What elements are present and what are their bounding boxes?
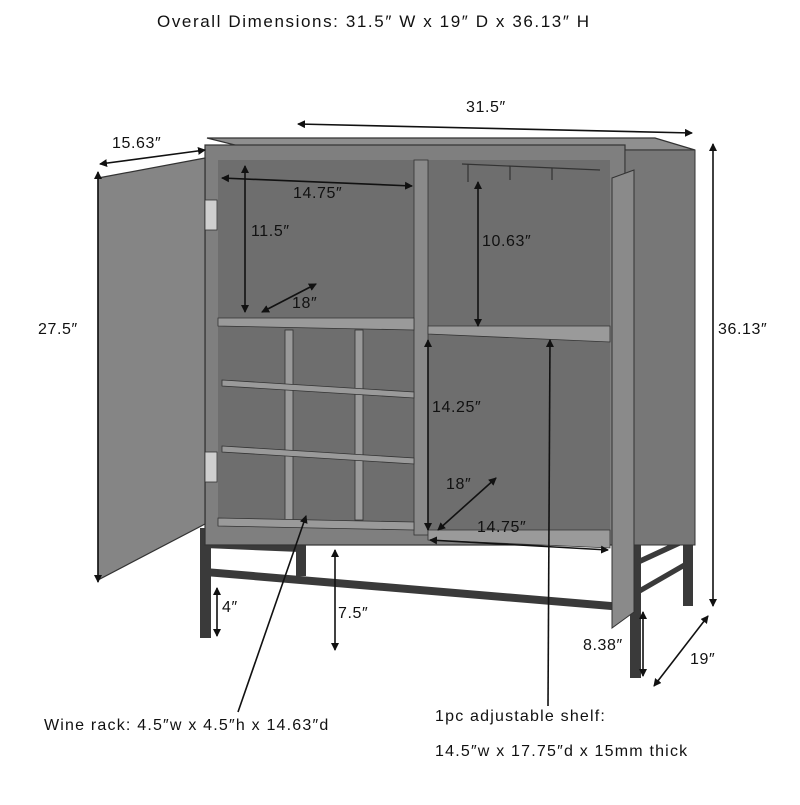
hinge-bottom bbox=[205, 452, 217, 482]
shelf-note-line1: 1pc adjustable shelf: bbox=[435, 708, 607, 725]
label-leg-right: 8.38″ bbox=[583, 637, 623, 654]
page-title: Overall Dimensions: 31.5″ W x 19″ D x 36.13″ H bbox=[157, 12, 591, 31]
label-left-upper-width: 14.75″ bbox=[293, 185, 343, 202]
label-door-width: 15.63″ bbox=[112, 135, 162, 152]
label-top-width: 31.5″ bbox=[466, 99, 506, 116]
label-left-upper-depth: 18″ bbox=[292, 295, 318, 312]
wine-rack-note: Wine rack: 4.5″w x 4.5″h x 14.63″d bbox=[44, 717, 330, 734]
left-door bbox=[98, 158, 217, 580]
label-total-height: 36.13″ bbox=[718, 321, 768, 338]
label-left-upper-height: 11.5″ bbox=[251, 223, 290, 240]
left-compartment-back bbox=[218, 160, 414, 522]
cabinet-side bbox=[625, 150, 695, 545]
hinge-top bbox=[205, 200, 217, 230]
shelf-note-line2: 14.5″w x 17.75″d x 15mm thick bbox=[435, 743, 689, 760]
label-right-lower-depth: 18″ bbox=[446, 476, 472, 493]
label-right-upper-height: 10.63″ bbox=[482, 233, 532, 250]
label-right-lower-width: 14.75″ bbox=[477, 519, 527, 536]
center-divider bbox=[414, 160, 428, 535]
stretcher-right bbox=[636, 560, 688, 596]
label-depth: 19″ bbox=[690, 651, 716, 668]
label-leg-left: 4″ bbox=[222, 599, 238, 616]
label-left-height: 27.5″ bbox=[38, 321, 78, 338]
cabinet-body bbox=[205, 138, 695, 628]
right-door bbox=[612, 170, 634, 628]
label-right-lower-height: 14.25″ bbox=[432, 399, 482, 416]
arrow-top-width bbox=[298, 124, 692, 133]
label-base-height: 7.5″ bbox=[338, 605, 369, 622]
stretcher-front bbox=[205, 568, 635, 612]
